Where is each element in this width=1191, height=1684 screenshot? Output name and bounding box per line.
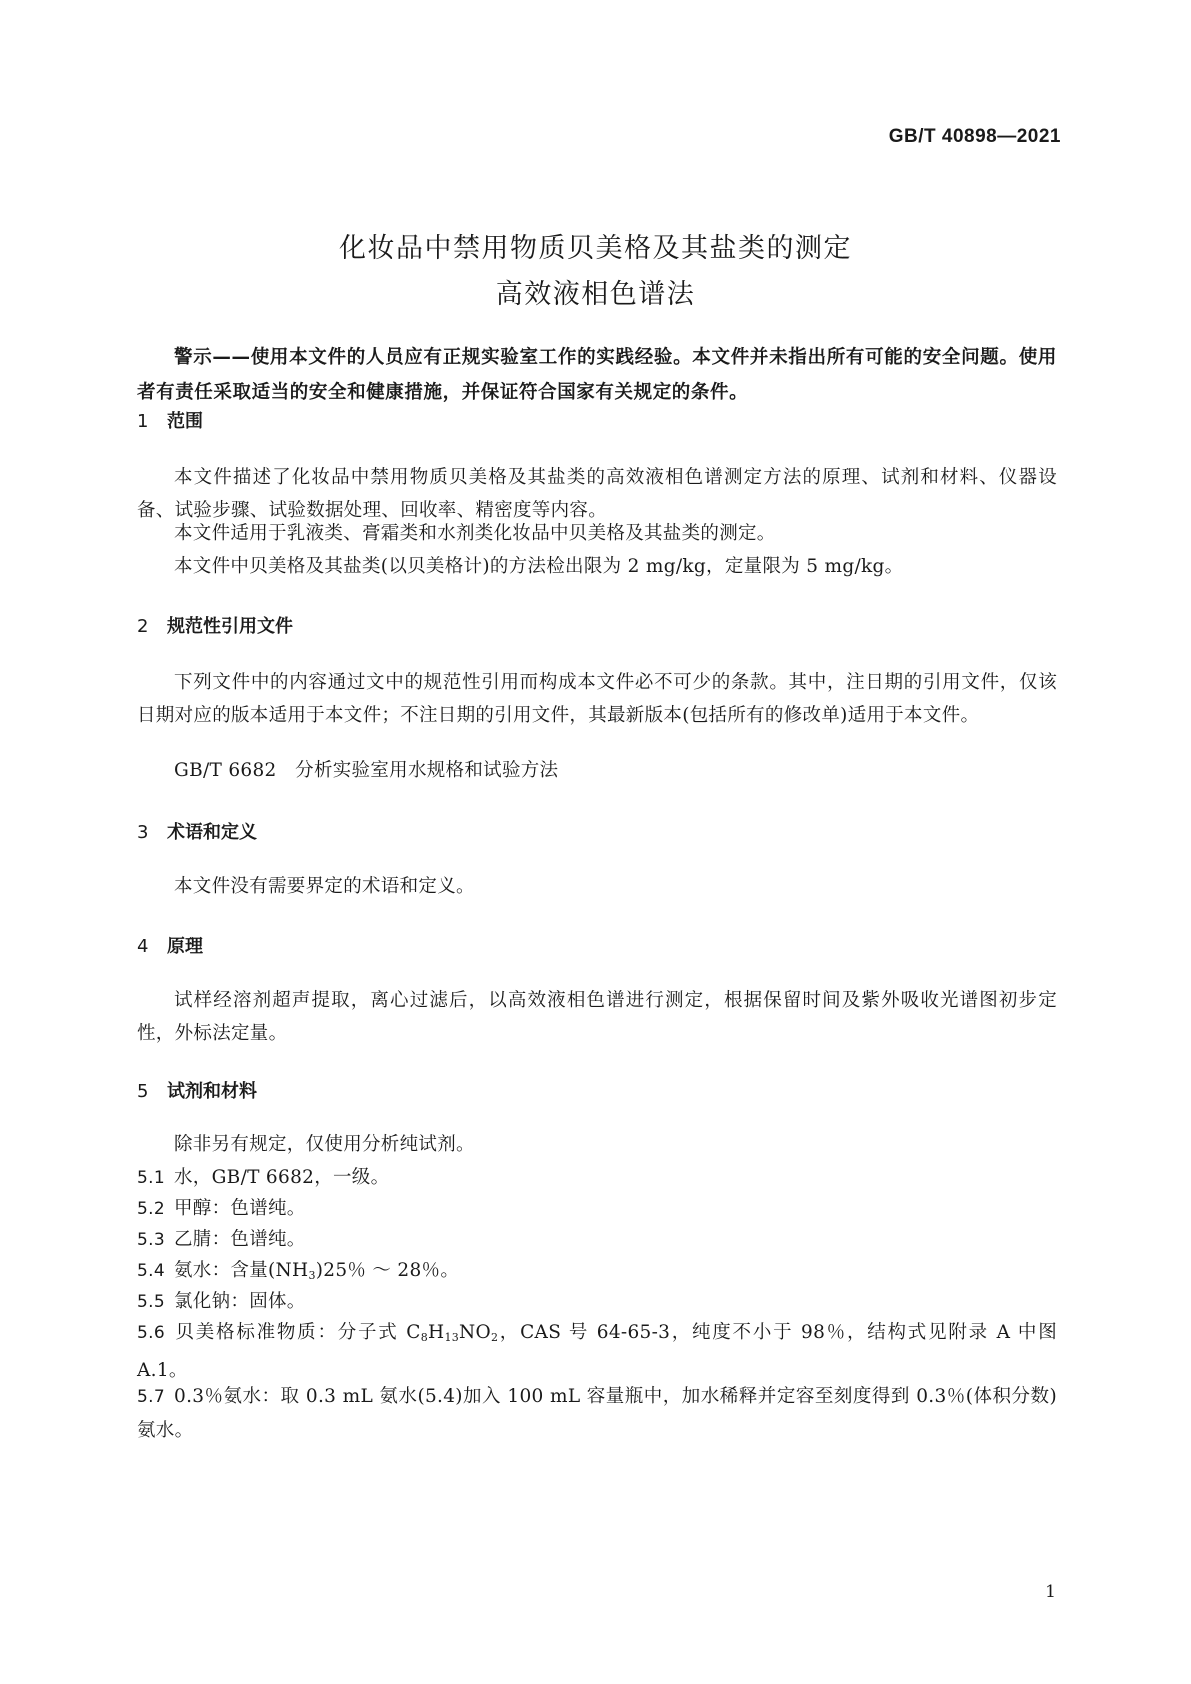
section-number: 5 — [137, 1081, 149, 1102]
clause-number: 5.3 — [137, 1230, 165, 1250]
scope-paragraph-3: 本文件中贝美格及其盐类(以贝美格计)的方法检出限为 2 mg/kg，定量限为 5 mg/kg。 — [174, 556, 904, 577]
section-title: 原理 — [167, 936, 203, 957]
reference-code: GB/T 6682 — [174, 760, 277, 781]
section-5-heading — [137, 1077, 257, 1103]
subscript: 2 — [491, 1331, 499, 1344]
section-title: 范围 — [167, 411, 203, 432]
clause-text: 0.3％氨水：取 0.3 mL 氨水(5.4)加入 100 mL 容量瓶中，加水稀释并定容至刻度得到 0.3％(体积分数)氨水。 — [137, 1386, 1057, 1441]
clause-text: )25％ ～ 28％。 — [315, 1260, 460, 1281]
clause-5-7 — [137, 1380, 1057, 1447]
clause-text: 氨水：含量(NH — [174, 1260, 309, 1281]
clause-5-1 — [137, 1161, 1057, 1195]
clause-text: ，CAS 号 64-65-3，纯度不小于 98％，结构式见附录 A 中图 A.1。 — [137, 1322, 1057, 1381]
clause-text: 氯化钠：固体。 — [174, 1291, 306, 1312]
section-title: 试剂和材料 — [167, 1081, 257, 1102]
standard-code: GB/T 40898—2021 — [888, 126, 1061, 147]
reference-entry — [174, 754, 1094, 787]
page-number: 1 — [1045, 1582, 1056, 1602]
terms-paragraph: 本文件没有需要界定的术语和定义。 — [174, 876, 475, 897]
section-1-heading — [137, 407, 203, 433]
section-3-heading — [137, 818, 257, 844]
section-title: 术语和定义 — [167, 822, 257, 843]
scope-paragraph-2: 本文件适用于乳液类、膏霜类和水剂类化妆品中贝美格及其盐类的测定。 — [174, 523, 776, 544]
section-2-heading — [137, 612, 293, 638]
clause-number: 5.7 — [137, 1387, 165, 1407]
document-title: 化妆品中禁用物质贝美格及其盐类的测定 — [339, 233, 852, 264]
clause-number: 5.5 — [137, 1292, 165, 1312]
clause-number: 5.6 — [137, 1323, 165, 1343]
warning-notice: 警示——使用本文件的人员应有正规实验室工作的实践经验。本文件并未指出所有可能的安全问题。使用者有责任采取适当的安全和健康措施，并保证符合国家有关规定的条件。 — [137, 347, 1057, 403]
clause-5-5 — [137, 1285, 1057, 1319]
clause-5-3 — [137, 1223, 1057, 1257]
clause-number: 5.2 — [137, 1199, 165, 1219]
reference-title: 分析实验室用水规格和试验方法 — [295, 760, 559, 781]
document-subtitle: 高效液相色谱法 — [495, 279, 696, 310]
clause-text: 贝美格标准物质：分子式 C — [174, 1322, 421, 1343]
subscript: 8 — [420, 1331, 428, 1344]
scope-paragraph-1: 本文件描述了化妆品中禁用物质贝美格及其盐类的高效液相色谱测定方法的原理、试剂和材料、仪器设备、试验步骤、试验数据处理、回收率、精密度等内容。 — [137, 467, 1057, 521]
section-number: 2 — [137, 616, 149, 637]
subscript: 3 — [308, 1269, 316, 1282]
clause-text: 乙腈：色谱纯。 — [174, 1229, 306, 1250]
clause-text: NO — [459, 1322, 492, 1343]
clause-text: 甲醇：色谱纯。 — [174, 1198, 306, 1219]
section-title: 规范性引用文件 — [167, 616, 293, 637]
section-number: 3 — [137, 822, 149, 843]
principle-paragraph: 试样经溶剂超声提取，离心过滤后，以高效液相色谱进行测定，根据保留时间及紫外吸收光谱图初步定性，外标法定量。 — [137, 990, 1057, 1044]
clause-text: H — [428, 1322, 445, 1343]
section-4-heading — [137, 932, 203, 958]
section-number: 4 — [137, 936, 149, 957]
clause-text: 水，GB/T 6682，一级。 — [174, 1167, 390, 1188]
clause-number: 5.4 — [137, 1261, 165, 1281]
normative-references-paragraph: 下列文件中的内容通过文中的规范性引用而构成本文件必不可少的条款。其中，注日期的引用文件，仅该日期对应的版本适用于本文件；不注日期的引用文件，其最新版本(包括所有的修改单)适用于本文件。 — [137, 672, 1057, 726]
subscript: 13 — [444, 1331, 460, 1344]
reagents-intro: 除非另有规定，仅使用分析纯试剂。 — [174, 1134, 475, 1155]
clause-5-6 — [137, 1316, 1057, 1387]
clause-5-2 — [137, 1192, 1057, 1226]
section-number: 1 — [137, 411, 149, 432]
clause-number: 5.1 — [137, 1168, 165, 1188]
